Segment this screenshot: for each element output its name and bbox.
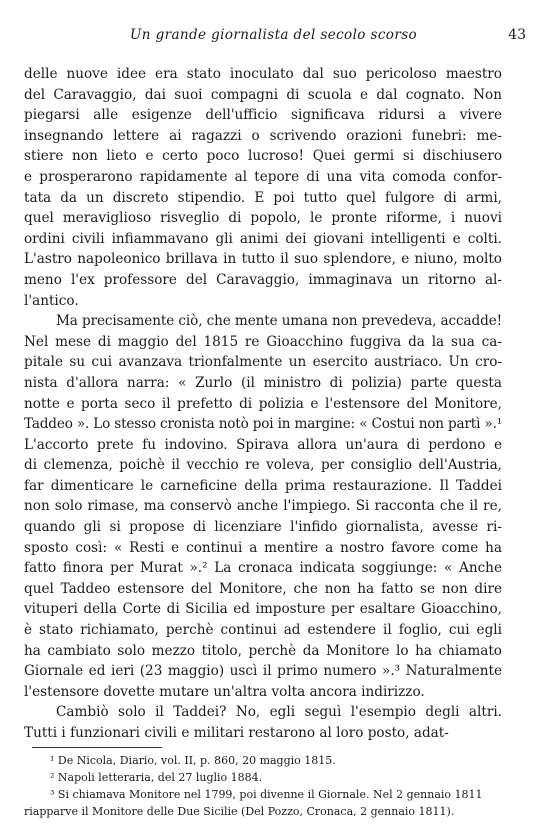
text-line: Tutti i funzionari civili e militari restarono al loro posto, adat- <box>24 725 449 741</box>
text-line: pitale su cui avanzava trionfalmente un esercito austriaco. Un cro- <box>24 354 502 371</box>
text-line: l'estensore dovette mutare un'altra volta ancora indirizzo. <box>24 683 425 700</box>
text-line: non solo rimase, ma conservò anche l'impiego. Si racconta che il re, <box>24 498 502 515</box>
footnote-line: ¹ De Nicola, Diario, vol. II, p. 860, 20 maggio 1815. <box>50 754 336 767</box>
text-line: fatto finora per Murat ».² La cronaca indicata soggiunge: « Anche <box>24 560 502 577</box>
text-line: L'astro napoleonico brillava in tutto il suo splendore, e niuno, molto <box>24 251 502 268</box>
text-line: quel meraviglioso risveglio di popolo, le pronte riforme, i nuovi <box>24 210 502 227</box>
text-line: L'accorto prete fu indovino. Spirava allora un'aura di perdono e <box>24 436 502 453</box>
text-line: è stato richiamato, perchè continui ad estendere il foglio, cui egli <box>24 622 502 639</box>
text-line: ha cambiato solo mezzo titolo, perchè da Monitore lo ha chiamato <box>24 642 502 659</box>
footnote-line: riapparve il Monitore delle Due Sicilie (Del Pozzo, Cronaca, 2 gennaio 1811). <box>24 805 455 818</box>
footnote-line: ³ Si chiamava Monitore nel 1799, poi divenne il Giornale. Nel 2 gennaio 1811 <box>50 788 483 801</box>
text-line: notte e porta seco il prefetto di polizia e l'estensore del Monitore, <box>24 395 502 412</box>
text-line: nista d'allora narra: « Zurlo (il ministro di polizia) parte questa <box>24 374 502 391</box>
text-line: tata da un discreto stipendio. E poi tutto quel fulgore di armi, <box>24 189 502 206</box>
text-line: Ma precisamente ciò, che mente umana non prevedeva, accadde! <box>56 313 502 330</box>
text-line: insegnando lettere ai ragazzi o scrivendo orazioni funebri: me- <box>24 127 502 144</box>
page-number: 43 <box>508 27 526 43</box>
text-line: e prosperarono rapidamente al tepore di una vita comoda confor- <box>24 168 502 185</box>
text-line: Nel mese di maggio del 1815 re Gioacchino fuggiva da la sua ca- <box>24 333 502 350</box>
text-line: sposto così: « Resti e continui a mentire a nostro favore come ha <box>24 539 502 556</box>
text-line: Taddeo ». Lo stesso cronista notò poi in margine: « Costui non partì ».¹ <box>24 416 502 433</box>
text-line: meno l'ex professore del Caravaggio, immaginava un ritorno al- <box>24 271 502 288</box>
text-line: quando gli si propose di licenziare l'infido giornalista, avesse ri- <box>24 519 502 536</box>
body-text <box>24 64 502 744</box>
text-line: vituperi della Corte di Sicilia ed imposture per esaltare Gioacchino, <box>24 601 502 618</box>
text-line: del Caravaggio, dai suoi compagni di scuola e dal cognato. Non <box>24 86 502 103</box>
text-line: ordini civili infiammavano gli animi dei giovani intelligenti e colti. <box>24 230 502 247</box>
running-title: Un grande giornalista del secolo scorso <box>130 27 418 43</box>
text-line: Cambiò solo il Taddei? No, egli seguì l'esempio degli altri. <box>56 704 502 721</box>
footnote-line: ² Napoli letteraria, del 27 luglio 1884. <box>50 771 263 784</box>
text-line: di clemenza, poichè il vecchio re voleva, per consiglio dell'Austria, <box>24 457 502 474</box>
text-line: delle nuove idee era stato inoculato dal suo pericoloso maestro <box>24 66 502 82</box>
text-line: Giornale ed ieri (23 maggio) uscì il primo numero ».³ Naturalmente <box>24 663 502 680</box>
text-line: far dimenticare le carneficine della prima restaurazione. Il Taddei <box>24 477 502 494</box>
text-line: stiere non lieto e certo poco lucroso! Quei germi si dischiusero <box>24 148 502 165</box>
footnotes <box>24 752 504 820</box>
text-line: quel Taddeo estensore del Monitore, che non ha fatto se non dire <box>24 580 502 597</box>
text-line: l'antico. <box>24 292 79 309</box>
text-line: piegarsi alle esigenze dell'ufficio significava ridursi a vivere <box>24 107 502 124</box>
footnote-divider <box>32 747 162 748</box>
running-head <box>20 27 526 45</box>
